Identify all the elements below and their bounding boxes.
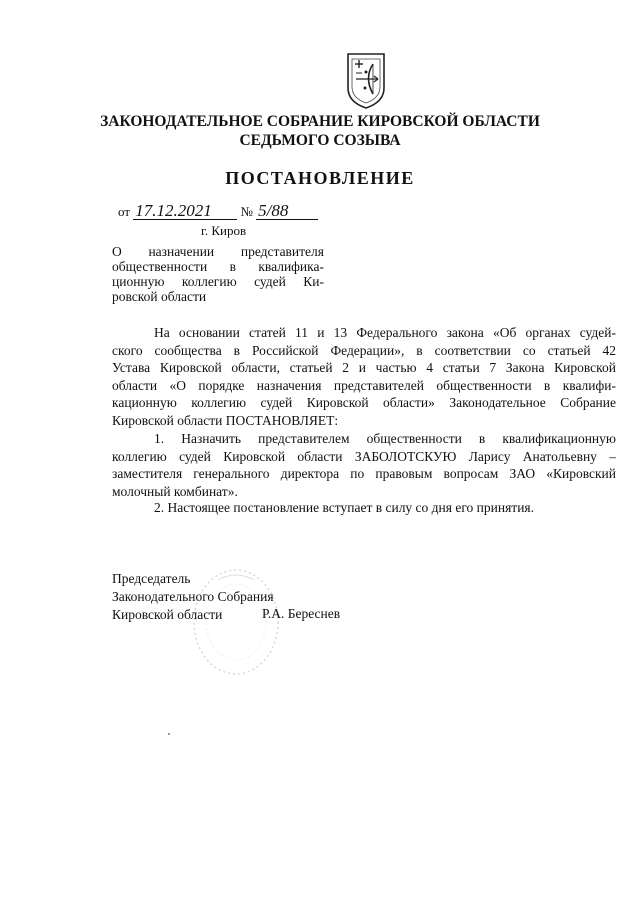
date-number-line (118, 202, 318, 220)
text-line: молочный комбинат». (112, 483, 238, 499)
text-line: На основании статей 11 и 13 Федерального закона «Об органах судей- (154, 325, 616, 340)
subject-line: общественности в квалифика- (112, 259, 324, 274)
city: г. Киров (201, 223, 247, 238)
preamble-paragraph (112, 324, 616, 429)
text-line: 1. Назначить представителем общественности в квалификационную (154, 431, 616, 446)
text-line: заместителя генерального директора по правовым вопросам ЗАО «Кировский (112, 466, 616, 481)
text-line: области «О порядке назначения представителей общественности в квалифи- (112, 377, 616, 393)
signer-name: Р.А. Береснев (262, 606, 341, 621)
text-line: кационную коллегию судей Кировской области» Законодательное Собрание (112, 395, 616, 410)
signer-position: Председатель (112, 571, 191, 586)
organization-name-line1: ЗАКОНОДАТЕЛЬНОЕ СОБРАНИЕ КИРОВСКОЙ ОБЛАСТИ (100, 113, 540, 130)
organization-name-line2: СЕДЬМОГО СОЗЫВА (239, 132, 401, 149)
signer-position: Законодательного Собрания (112, 589, 274, 604)
resolution-item-1 (112, 430, 616, 500)
number-prefix: № (240, 204, 253, 219)
text-line: ского сообщества в Российской Федерации», в соответствии со статьей 42 (112, 342, 616, 358)
subject-line: ровской области (112, 289, 207, 304)
date-prefix: от (118, 204, 131, 219)
document-date: 17.12.2021 (133, 202, 237, 220)
text-line: Устава Кировской области, статьей 2 и частью 4 статьи 7 Закона Кировской (112, 360, 616, 375)
subject-line: ционную коллегию судей Ки- (112, 274, 324, 289)
text-line: коллегию судей Кировской области ЗАБОЛОТСКУЮ Ларису Анатольевну – (112, 448, 616, 464)
document-subject (112, 244, 324, 304)
text-line: Кировской области ПОСТАНОВЛЯЕТ: (112, 412, 339, 428)
subject-line: О назначении представителя (112, 244, 324, 259)
text-line: 2. Настоящее постановление вступает в силу со дня его принятия. (154, 500, 535, 515)
signer-position: Кировской области (112, 607, 223, 622)
resolution-item-2 (112, 499, 616, 517)
coat-of-arms-icon (336, 50, 396, 110)
document-type-title: ПОСТАНОВЛЕНИЕ (225, 168, 415, 188)
document-number: 5/88 (256, 202, 318, 220)
signature-block (112, 570, 274, 624)
scan-speck (168, 733, 170, 735)
